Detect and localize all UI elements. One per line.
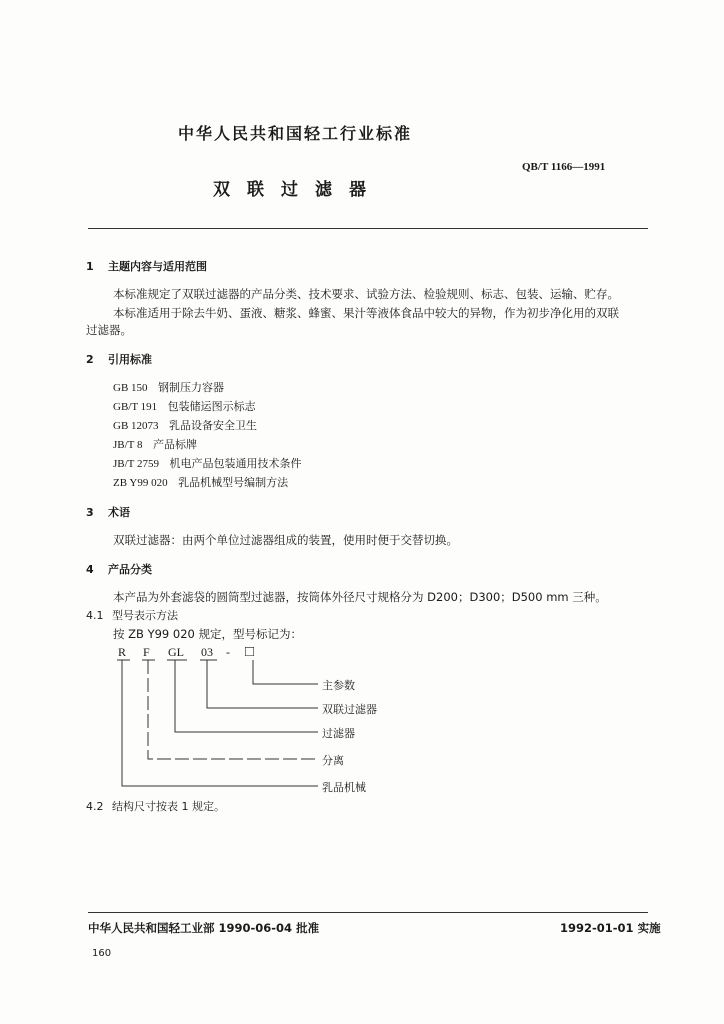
reference-item: GB/T 191 包装储运图示标志 bbox=[113, 400, 256, 413]
section-4-heading: 4 产品分类 bbox=[86, 563, 152, 576]
label-separation: 分离 bbox=[322, 754, 344, 767]
section-4-1-heading: 4.1 型号表示方法 bbox=[86, 609, 178, 622]
document-title: 双联过滤器 bbox=[213, 180, 383, 200]
footer-rule bbox=[88, 912, 648, 913]
section-3-heading: 3 术语 bbox=[86, 506, 130, 519]
approval-line: 中华人民共和国轻工业部 1990-06-04 批准 bbox=[88, 921, 320, 935]
section-4-1-text: 按 ZB Y99 020 规定，型号标记为： bbox=[113, 627, 302, 641]
reference-item: ZB Y99 020 乳品机械型号编制方法 bbox=[113, 476, 289, 489]
section-1-para-2: 本标准适用于除去牛奶、蛋液、糖浆、蜂蜜、果汁等液体食品中较大的异物，作为初步净化用的双联 bbox=[113, 306, 619, 320]
model-letter-f: F bbox=[143, 645, 150, 659]
effective-date: 1992-01-01 实施 bbox=[560, 921, 661, 935]
section-4-para: 本产品为外套滤袋的圆筒型过滤器，按筒体外径尺寸规格分为 D200；D300；D500 mm 三种。 bbox=[113, 590, 607, 604]
model-parameter-box: □ bbox=[245, 644, 255, 660]
label-dairy-machinery: 乳品机械 bbox=[322, 781, 366, 794]
model-letter-r: R bbox=[118, 645, 127, 659]
leader-filter bbox=[175, 660, 318, 732]
org-title: 中华人民共和国轻工行业标准 bbox=[178, 124, 413, 143]
section-4-2: 4.2 结构尺寸按表 1 规定。 bbox=[86, 800, 225, 813]
leader-dairy-machinery bbox=[122, 660, 318, 786]
model-dash: - bbox=[226, 645, 230, 659]
section-3-para: 双联过滤器：由两个单位过滤器组成的装置，使用时便于交替切换。 bbox=[113, 533, 458, 547]
reference-item: JB/T 2759 机电产品包装通用技术条件 bbox=[113, 457, 302, 470]
leader-main-parameter bbox=[253, 660, 318, 684]
model-code-03: 03 bbox=[201, 645, 213, 659]
section-2-heading: 2 引用标准 bbox=[86, 353, 152, 366]
label-filter: 过滤器 bbox=[322, 727, 355, 740]
page-number: 160 bbox=[92, 948, 112, 959]
reference-item: GB 12073 乳品设备安全卫生 bbox=[113, 419, 258, 432]
label-main-parameter: 主参数 bbox=[322, 679, 355, 692]
label-duplex-filter: 双联过滤器 bbox=[322, 703, 377, 716]
section-1-para-2-cont: 过滤器。 bbox=[86, 323, 132, 337]
reference-item: JB/T 8 产品标牌 bbox=[113, 438, 197, 451]
section-1-heading: 1 主题内容与适用范围 bbox=[86, 260, 207, 273]
standard-number: QB/T 1166—1991 bbox=[522, 161, 606, 173]
model-code-gl: GL bbox=[168, 645, 184, 659]
section-1-para-1: 本标准规定了双联过滤器的产品分类、技术要求、试验方法、检验规则、标志、包装、运输、贮存。 bbox=[113, 287, 619, 301]
leader-separation bbox=[148, 660, 318, 759]
reference-item: GB 150 钢制压力容器 bbox=[113, 381, 225, 394]
